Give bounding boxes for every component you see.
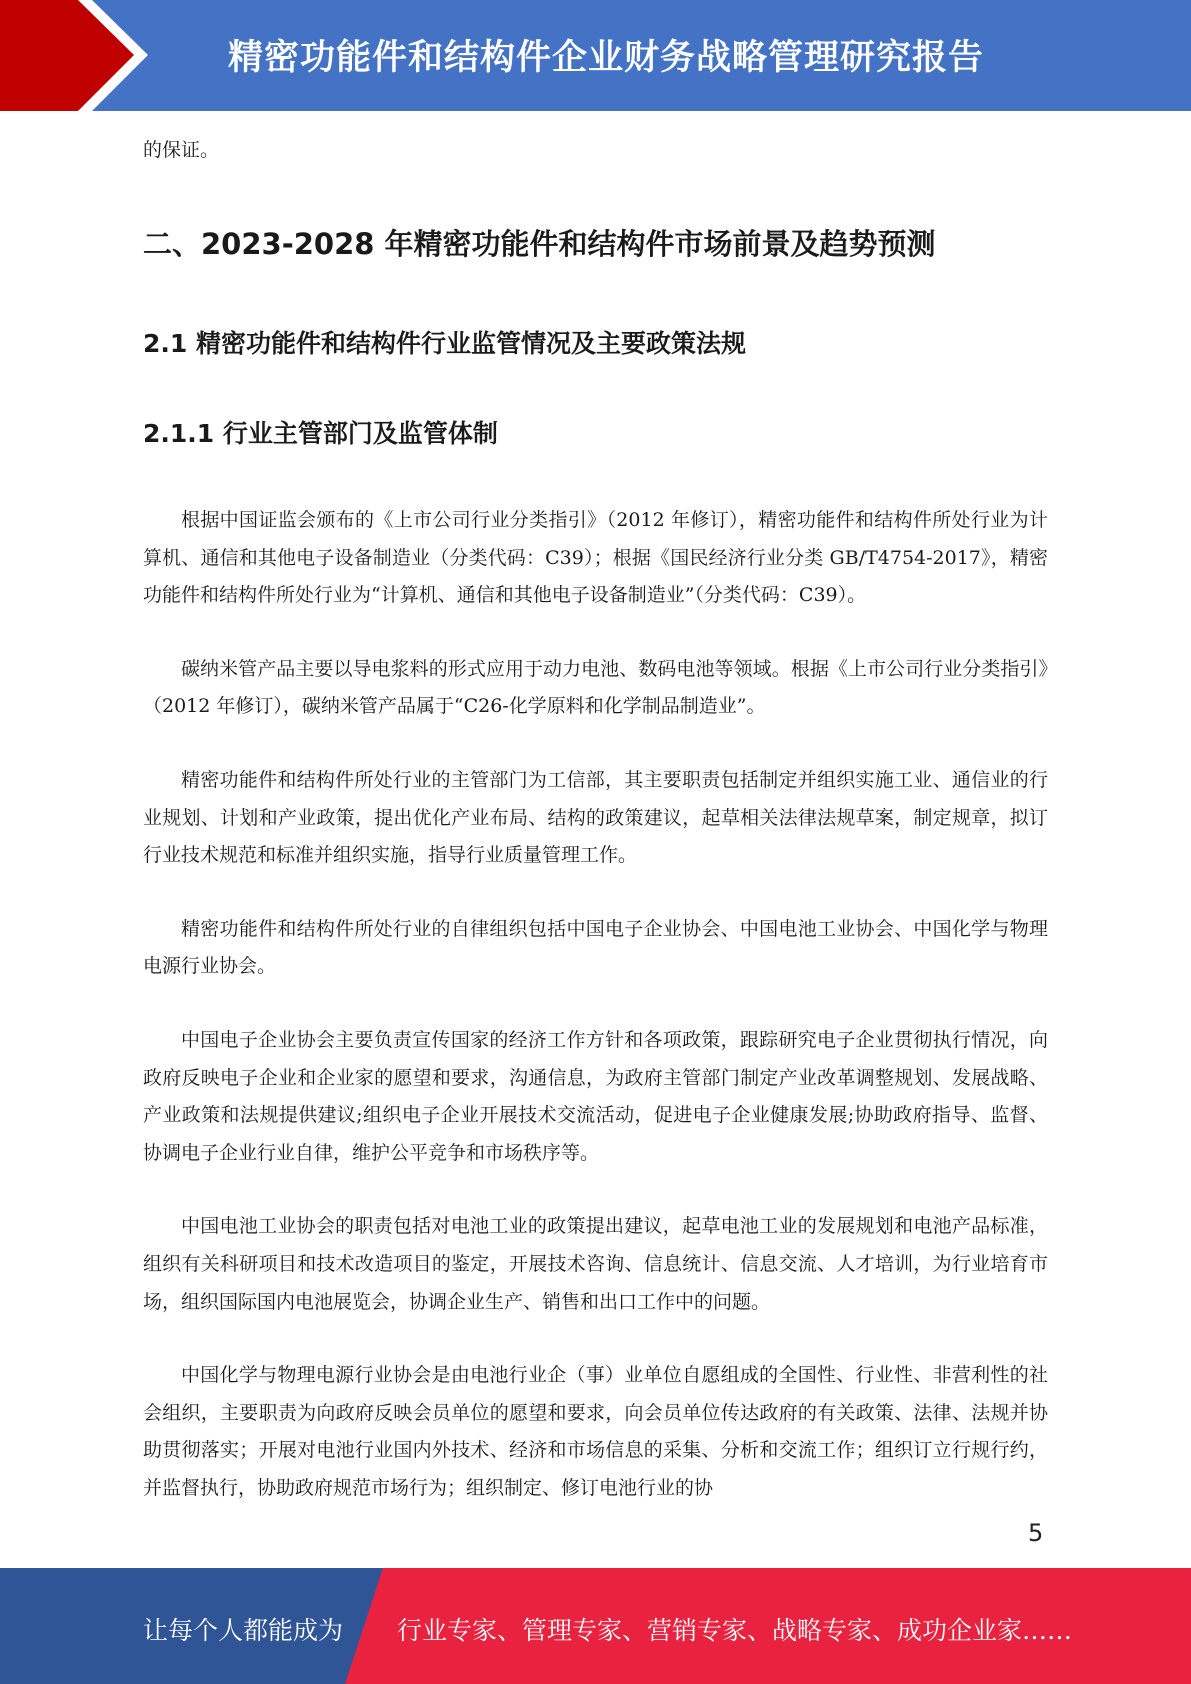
paragraph: 精密功能件和结构件所处行业的自律组织包括中国电子企业协会、中国电池工业协会、中国化学与物理电源行业协会。: [143, 917, 1048, 978]
footer-slogan-right: 行业专家、管理专家、营销专家、战略专家、成功企业家……: [397, 1616, 1073, 1645]
subsubsection-heading: 2.1.1 行业主管部门及监管体制: [143, 419, 498, 448]
page-content: [143, 132, 1048, 1507]
report-title: 精密功能件和结构件企业财务战略管理研究报告: [228, 38, 985, 78]
footer-slogan-left: 让每个人都能成为: [143, 1616, 344, 1645]
paragraph: 中国化学与物理电源行业协会是由电池行业企（事）业单位自愿组成的全国性、行业性、非营利性的社会组织，主要职责为向政府反映会员单位的愿望和要求，向会员单位传达政府的有关政策、法律、法规并协助贯彻落实；开展对电池行业国内外技术、经济和市场信息的采集、分析和交流工作；组织订立行规行约，并监督执行，协助政府规范市场行为；组织制定、修订电池行业的协: [143, 1364, 1048, 1499]
subsection-heading: 2.1 精密功能件和结构件行业监管情况及主要政策法规: [143, 329, 746, 358]
page-header: [0, 0, 1191, 111]
paragraph: 中国电子企业协会主要负责宣传国家的经济工作方针和各项政策，跟踪研究电子企业贯彻执行情况，向政府反映电子企业和企业家的愿望和要求，沟通信息，为政府主管部门制定产业改革调整规划、发展战略、产业政策和法规提供建议;组织电子企业开展技术交流活动，促进电子企业健康发展;协助政府指导、监督、协调电子企业行业自律，维护公平竞争和市场秩序等。: [143, 1028, 1048, 1164]
carryover-text: 的保证。: [143, 139, 220, 161]
page-footer: [0, 1568, 1191, 1684]
paragraph: 中国电池工业协会的职责包括对电池工业的政策提出建议，起草电池工业的发展规划和电池产品标准，组织有关科研项目和技术改造项目的鉴定，开展技术咨询、信息统计、信息交流、人才培训，为行业培育市场，组织国际国内电池展览会，协调企业生产、销售和出口工作中的问题。: [143, 1215, 1048, 1313]
paragraph: 精密功能件和结构件所处行业的主管部门为工信部，其主要职责包括制定并组织实施工业、通信业的行业规划、计划和产业政策，提出优化产业布局、结构的政策建议，起草相关法律法规草案，制定规章，拟订行业技术规范和标准并组织实施，指导行业质量管理工作。: [143, 768, 1048, 867]
paragraph: 碳纳米管产品主要以导电浆料的形式应用于动力电池、数码电池等领域。根据《上市公司行业分类指引》（2012 年修订），碳纳米管产品属于“C26-化学原料和化学制品制造业”。: [143, 657, 1048, 718]
paragraph: 根据中国证监会颁布的《上市公司行业分类指引》（2012 年修订），精密功能件和结构件所处行业为计算机、通信和其他电子设备制造业（分类代码：C39）；根据《国民经济行业分类 GB/T4754-2017》，精密功能件和结构件所处行业为“计算机、通信和其他电子设备制造业”（分类代码：C39）。: [143, 509, 1048, 607]
section-heading: 二、2023-2028 年精密功能件和结构件市场前景及趋势预测: [143, 227, 936, 261]
page-number: 5: [1028, 1519, 1044, 1547]
